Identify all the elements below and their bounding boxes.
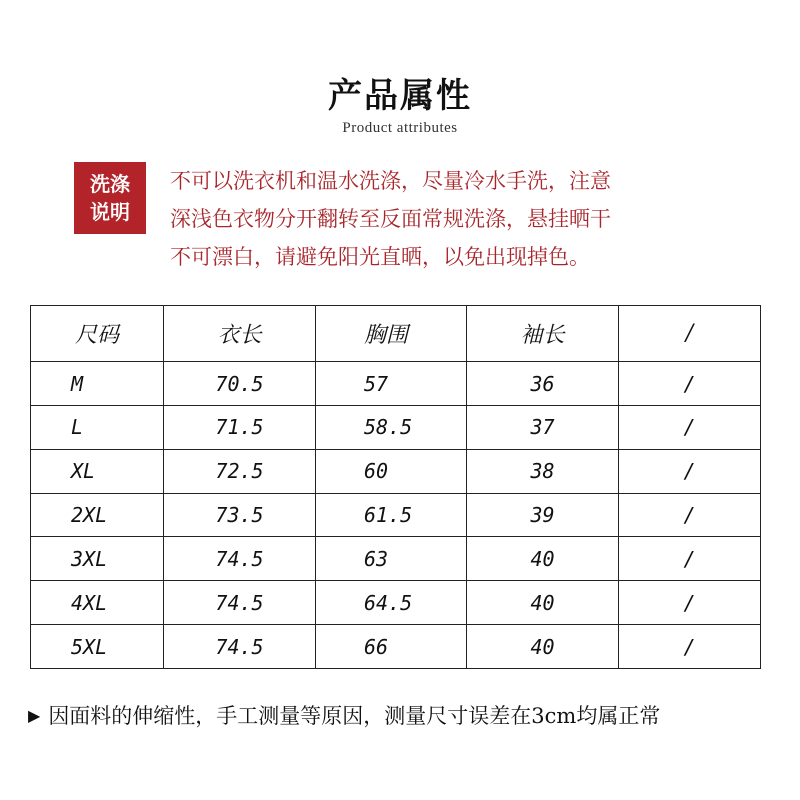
table-cell: XL (31, 449, 164, 493)
table-cell: 63 (316, 537, 467, 581)
table-cell: 2XL (31, 493, 164, 537)
wash-instructions-text (170, 162, 710, 276)
table-cell: 39 (467, 493, 619, 537)
table-row (31, 581, 761, 625)
table-cell: / (619, 625, 761, 669)
wash-badge-line1: 洗涤 (90, 172, 130, 196)
header-cell-chest: 胸围 (316, 306, 467, 362)
wash-line: 不可以洗衣机和温水洗涤，尽量冷水手洗，注意 (170, 169, 611, 193)
size-table (30, 305, 761, 669)
measurement-note (28, 700, 788, 730)
table-cell: 4XL (31, 581, 164, 625)
header-cell-size: 尺码 (31, 306, 164, 362)
table-cell: 5XL (31, 625, 164, 669)
table-cell: 40 (467, 537, 619, 581)
page-subtitle: Product attributes (342, 120, 458, 136)
table-cell: L (31, 405, 164, 449)
table-cell: 73.5 (164, 493, 316, 537)
table-cell: 70.5 (164, 362, 316, 406)
wash-badge-line2: 说明 (90, 200, 130, 224)
table-cell: / (619, 537, 761, 581)
table-cell: / (619, 362, 761, 406)
table-row (31, 449, 761, 493)
header-cell-sleeve: 袖长 (467, 306, 619, 362)
page-title: 产品属性 (328, 76, 472, 116)
table-cell: 36 (467, 362, 619, 406)
table-row (31, 625, 761, 669)
table-row (31, 493, 761, 537)
table-cell: / (619, 449, 761, 493)
table-cell: 61.5 (316, 493, 467, 537)
wash-line: 不可漂白，请避免阳光直晒，以免出现掉色。 (170, 245, 590, 269)
table-cell: / (619, 405, 761, 449)
table-cell: 74.5 (164, 625, 316, 669)
header-cell-length: 衣长 (164, 306, 316, 362)
table-row (31, 537, 761, 581)
table-row (31, 405, 761, 449)
table-row (31, 362, 761, 406)
header-cell-blank: / (619, 306, 761, 362)
table-cell: 60 (316, 449, 467, 493)
table-cell: 57 (316, 362, 467, 406)
wash-line: 深浅色衣物分开翻转至反面常规洗涤，悬挂晒干 (170, 207, 611, 231)
table-cell: / (619, 493, 761, 537)
table-cell: M (31, 362, 164, 406)
table-cell: 3XL (31, 537, 164, 581)
table-cell: 40 (467, 581, 619, 625)
table-cell: 64.5 (316, 581, 467, 625)
table-cell: 66 (316, 625, 467, 669)
table-cell: 38 (467, 449, 619, 493)
table-cell: 74.5 (164, 537, 316, 581)
table-cell: 71.5 (164, 405, 316, 449)
table-cell: 40 (467, 625, 619, 669)
table-cell: 74.5 (164, 581, 316, 625)
table-cell: 37 (467, 405, 619, 449)
table-header-row (31, 306, 761, 362)
wash-instructions-badge (74, 162, 146, 234)
triangle-right-icon: ▶ (28, 706, 41, 725)
table-cell: 58.5 (316, 405, 467, 449)
note-text: 因面料的伸缩性，手工测量等原因，测量尺寸误差在3cm均属正常 (48, 704, 661, 728)
table-cell: / (619, 581, 761, 625)
table-cell: 72.5 (164, 449, 316, 493)
